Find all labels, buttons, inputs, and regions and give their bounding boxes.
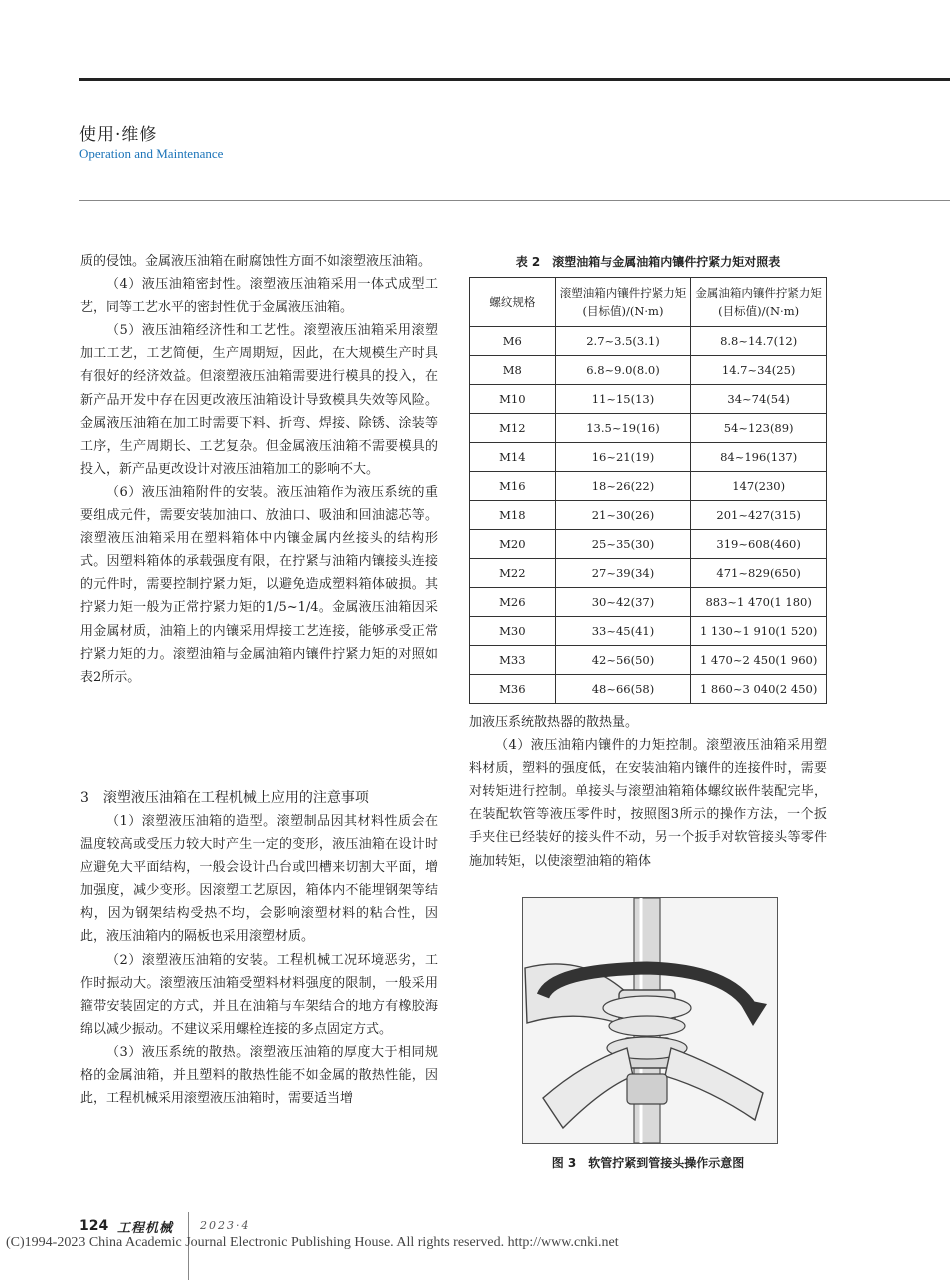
table-cell: M20 (470, 530, 556, 559)
table-cell: 34~74(54) (691, 385, 827, 414)
paragraph: （1）滚塑液压油箱的造型。滚塑制品因其材料性质会在温度较高或受压力较大时产生一定的变形，液压油箱在设计时应避免大平面结构，一般会设计凸台或凹槽来切割大平面，增加强度，减少变形。因滚塑工艺原因，箱体内不能埋钢架等结构，因为钢架结构受热不均，会影响滚塑材料的粘合性，因此，液压油箱内的隔板也采用滚塑材质。 (80, 814, 438, 945)
paragraph: （4）液压油箱内镶件的力矩控制。滚塑液压油箱采用塑料材质，塑料的强度低，在安装油箱内镶件的连接件时，需要对转矩进行控制。单接头与滚塑油箱箱体螺纹嵌件装配完毕，在装配软管等液压零件时，按照图3所示的操作方法，一个扳手夹住已经装好的接头件不动，另一个扳手对软管接头等零件施加转矩，以使滚塑油箱的箱体 (469, 738, 827, 869)
table-cell: M33 (470, 646, 556, 675)
journal-name: 工程机械 (117, 1221, 174, 1236)
table-header-row (470, 278, 827, 327)
table-row (470, 472, 827, 501)
table-cell: M10 (470, 385, 556, 414)
table-cell: 48~66(58) (555, 675, 691, 704)
table-row (470, 530, 827, 559)
table-cell: 14.7~34(25) (691, 356, 827, 385)
figure-wrench-illustration (522, 897, 778, 1144)
table-row (470, 559, 827, 588)
figure-caption: 图 3 软管拧紧到管接头操作示意图 (551, 1156, 745, 1170)
table-cell: 1 130~1 910(1 520) (691, 617, 827, 646)
paragraph: 质的侵蚀。金属液压油箱在耐腐蚀性方面不如滚塑液压油箱。 (80, 254, 432, 269)
wrench-drawing-icon (523, 898, 777, 1143)
table-cell: 147(230) (691, 472, 827, 501)
table-row (470, 443, 827, 472)
torque-table (469, 277, 827, 704)
table-row (470, 356, 827, 385)
paragraph: （3）液压系统的散热。滚塑液压油箱的厚度大于相同规格的金属油箱，并且塑料的散热性能不如金属的散热性能，因此，工程机械采用滚塑液压油箱时，需要适当增 (80, 1044, 438, 1107)
table-cell: 1 470~2 450(1 960) (691, 646, 827, 675)
table-cell: M16 (470, 472, 556, 501)
table-cell: 25~35(30) (555, 530, 691, 559)
table-cell: 6.8~9.0(8.0) (555, 356, 691, 385)
table-cell: 8.8~14.7(12) (691, 327, 827, 356)
table-row (470, 414, 827, 443)
section-title-en: Operation and Maintenance (79, 146, 224, 161)
table-cell: M36 (470, 675, 556, 704)
table-row (470, 675, 827, 704)
table-cell: M18 (470, 501, 556, 530)
table-row (470, 646, 827, 675)
table-row (470, 501, 827, 530)
header-cell: 金属油箱内镶件拧紧力矩(目标值)/(N·m) (691, 278, 827, 327)
table-row (470, 385, 827, 414)
table-cell: 33~45(41) (555, 617, 691, 646)
table-row (470, 588, 827, 617)
table-cell: 30~42(37) (555, 588, 691, 617)
top-rule (79, 78, 950, 81)
table-cell: 201~427(315) (691, 501, 827, 530)
table-cell: 27~39(34) (555, 559, 691, 588)
table-cell: 54~123(89) (691, 414, 827, 443)
section-title-cn: 使用·维修 (79, 125, 158, 145)
table-cell: 2.7~3.5(3.1) (555, 327, 691, 356)
paragraph: （2）滚塑液压油箱的安装。工程机械工况环境恶劣，工作时振动大。滚塑液压油箱受塑料材料强度的限制，一般采用箍带安装固定的方式，并且在油箱与车架结合的地方有橡胶海绵以减少振动。不建议采用螺栓连接的多点固定方式。 (80, 952, 438, 1037)
paragraph: （5）液压油箱经济性和工艺性。滚塑液压油箱采用滚塑加工工艺，工艺简便，生产周期短，因此，在大规模生产时具有很好的经济效益。但滚塑液压油箱需要进行模具的投入，在新产品开发中存在因更改液压油箱设计导致模具失效等风险。金属液压油箱在加工时需要下料、折弯、焊接、除锈、涂装等工序，生产周期长、工艺复杂。但金属液压油箱不需要模具的投入，新产品更改设计对液压油箱加工的影响不大。 (80, 323, 438, 477)
table-cell: 11~15(13) (555, 385, 691, 414)
table-cell: M14 (470, 443, 556, 472)
table-cell: 18~26(22) (555, 472, 691, 501)
header-divider (79, 200, 950, 201)
table-cell: 84~196(137) (691, 443, 827, 472)
table-cell: 13.5~19(16) (555, 414, 691, 443)
table-caption: 表 2 滚塑油箱与金属油箱内镶件拧紧力矩对照表 (515, 255, 781, 269)
table-cell: M22 (470, 559, 556, 588)
page-number: 124 (79, 1218, 109, 1234)
table-cell: M12 (470, 414, 556, 443)
left-column-bottom (80, 787, 438, 1110)
table-cell: 471~829(650) (691, 559, 827, 588)
table-cell: M8 (470, 356, 556, 385)
table-cell: M30 (470, 617, 556, 646)
table-cell: 42~56(50) (555, 646, 691, 675)
issue-number: 2023·4 (200, 1219, 251, 1232)
copyright-notice: (C)1994-2023 China Academic Journal Electronic Publishing House. All rights reserved. http://www.cnki.net (6, 1235, 619, 1250)
table-cell: 319~608(460) (691, 530, 827, 559)
table-cell: M6 (470, 327, 556, 356)
header-cell: 滚塑油箱内镶件拧紧力矩(目标值)/(N·m) (555, 278, 691, 327)
table-cell: M26 (470, 588, 556, 617)
table-cell: 16~21(19) (555, 443, 691, 472)
table-row (470, 617, 827, 646)
table-cell: 1 860~3 040(2 450) (691, 675, 827, 704)
paragraph: 加液压系统散热器的散热量。 (469, 715, 639, 730)
table-cell: 883~1 470(1 180) (691, 588, 827, 617)
table-row (470, 327, 827, 356)
header-cell: 螺纹规格 (470, 278, 556, 327)
section-heading-3: 3 滚塑液压油箱在工程机械上应用的注意事项 (80, 790, 369, 806)
table-cell: 21~30(26) (555, 501, 691, 530)
left-column-top (80, 250, 438, 689)
right-column-text (469, 711, 827, 873)
paragraph: （4）液压油箱密封性。滚塑液压油箱采用一体式成型工艺，同等工艺水平的密封性优于金属液压油箱。 (80, 277, 438, 316)
paragraph: （6）液压油箱附件的安装。液压油箱作为液压系统的重要组成元件，需要安装加油口、放油口、吸油和回油滤芯等。滚塑液压油箱采用在塑料箱体中内镶金属内丝接头的结构形式。因塑料箱体的承载强度有限，在拧紧与油箱内镶接头连接的元件时，需要控制拧紧力矩，以避免造成塑料箱体破损。其拧紧力矩一般为正常拧紧力矩的1/5~1/4。金属液压油箱因采用金属材质，油箱上的内镶采用焊接工艺连接，能够承受正常拧紧力矩的力。滚塑油箱与金属油箱内镶件拧紧力矩的对照如表2所示。 (80, 484, 438, 685)
